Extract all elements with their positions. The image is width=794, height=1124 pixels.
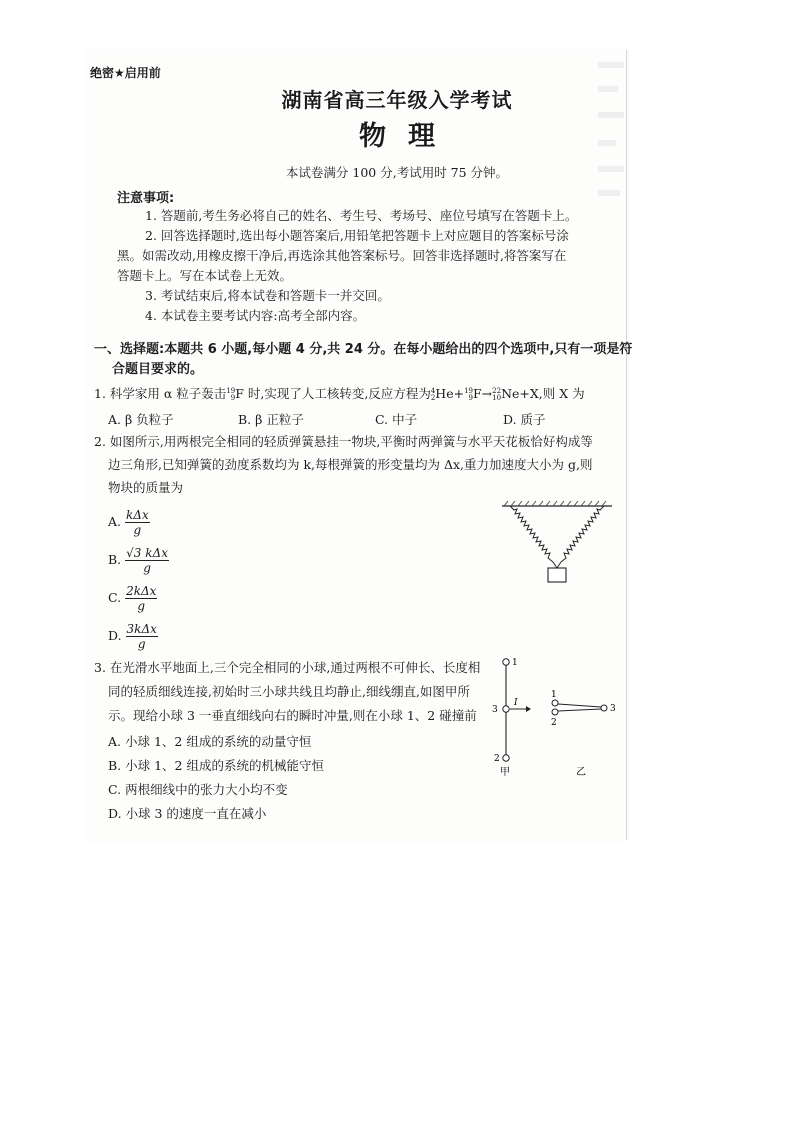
fraction-denominator: g [133,523,142,537]
spring-figure [498,498,618,590]
note-line: 3. 考试结束后,将本试卷和答题卡一并交回。 [145,288,390,303]
option-label: C. [108,590,122,605]
nuclide-charge: 9 [230,393,236,402]
fraction [126,622,158,651]
option-label: B. [108,552,122,567]
jia-ball-1 [503,659,509,665]
fraction-denominator: g [137,637,146,651]
label-yi: 乙 [576,767,586,778]
q1-option-c: C. 中子 [375,412,418,427]
fraction-numerator: 3kΔx [126,622,157,636]
block [548,568,566,582]
nuclide-mass: 22 [492,386,502,395]
label-ball-3: 3 [492,705,498,715]
fraction [125,508,150,537]
label-ball-2: 2 [494,754,500,764]
bleed-mark [598,190,620,196]
section-heading-line1: 一、选择题:本题共 6 小题,每小题 4 分,共 24 分。在每小题给出的四个选项中,只有一项是符 [94,342,633,357]
exam-title: 湖南省高三年级入学考试 [281,88,513,112]
q1-option-a: A. β 负粒子 [108,412,174,427]
jia-ball-3 [503,706,509,712]
fraction [125,584,157,613]
fraction-numerator: 2kΔx [126,584,157,598]
subject-title: 物理 [359,121,457,152]
score-time-line: 本试卷满分 100 分,考试用时 75 分钟。 [285,165,509,180]
q1-option-d: D. 质子 [503,412,546,427]
label-jia: 甲 [500,767,510,778]
q2-option-b [108,546,169,575]
label-yi-ball-1: 1 [551,690,557,700]
q3-option-b: B. 小球 1、2 组成的系统的机械能守恒 [108,758,324,773]
jia-ball-2 [503,755,509,761]
q2-option-c [108,584,157,613]
q3-stem-line2: 同的轻质细线连接,初始时三小球共线且均静止,细线绷直,如图甲所 [108,684,470,699]
q1-text-a: 1. 科学家用 α 粒子轰击 [94,386,227,401]
q3-option-c: C. 两根细线中的张力大小均不变 [108,782,288,797]
nuclide-charge: 10 [492,393,502,402]
impulse-arrowhead [526,706,531,712]
note-line: 答题卡上。写在本试卷上无效。 [117,268,293,283]
label-yi-ball-2: 2 [551,718,557,728]
left-spring [510,506,553,562]
note-line: 黑。如需改动,用橡皮擦干净后,再选涂其他答案标号。回答非选择题时,将答案写在 [117,248,567,263]
bleed-mark [598,62,624,68]
nuclide-charge: 9 [468,393,473,402]
balls-figure [488,654,623,779]
question-1-stem [94,384,585,404]
nuclide-mass: 4 [430,386,436,395]
q3-option-a: A. 小球 1、2 组成的系统的动量守恒 [108,734,312,749]
note-line: 1. 答题前,考生务必将自己的姓名、考生号、考场号、座位号填写在答题卡上。 [145,208,578,223]
note-line: 2. 回答选择题时,选出每小题答案后,用铅笔把答题卡上对应题目的答案标号涂 [145,228,569,243]
fraction-denominator: g [137,599,146,613]
notes-heading: 注意事项: [117,191,175,206]
yi-ball-1 [552,700,558,706]
yi-ball-2 [552,709,558,715]
fraction-numerator: √3 kΔx [126,546,168,560]
note-line: 4. 本试卷主要考试内容:高考全部内容。 [145,308,366,323]
yi-string-bottom [558,709,601,711]
right-spring [561,506,604,562]
section-heading-line2: 合题目要求的。 [112,362,204,377]
q1-text-b: F 时,实现了人工核转变,反应方程为 [235,386,431,401]
option-label: A. [108,514,122,529]
q3-stem-line3: 示。现给小球 3 一垂直细线向右的瞬时冲量,则在小球 1、2 碰撞前 [108,708,477,723]
yi-ball-3 [601,705,607,711]
q2-option-d [108,622,158,651]
q1-fluorine: F→ [473,386,493,401]
right-wire [557,562,561,568]
q3-option-d: D. 小球 3 的速度一直在减小 [108,806,267,821]
q1-option-b: B. β 正粒子 [238,412,304,427]
nuclide-charge: 2 [430,393,436,402]
fraction-denominator: g [143,561,151,575]
q2-option-a [108,508,150,537]
nuclide-mass: 19 [464,386,473,395]
ceiling-hatching [504,501,606,506]
nuclide-mass: 19 [226,386,236,395]
label-yi-ball-3: 3 [610,704,616,714]
left-wire [553,562,557,568]
option-label: D. [108,628,122,643]
label-impulse: I [514,698,518,708]
q1-text-c: Ne+X,则 X 为 [501,386,585,401]
q3-stem-line1: 3. 在光滑水平地面上,三个完全相同的小球,通过两根不可伸长、长度相 [94,660,481,675]
yi-string-top [558,704,601,707]
q2-stem-line1: 2. 如图所示,用两根完全相同的轻质弹簧悬挂一物块,平衡时两弹簧与水平天花板恰好构成等 [94,434,593,449]
fraction [125,546,169,575]
label-ball-1: 1 [512,658,518,668]
q1-helium: He+ [435,386,465,401]
q2-stem-line3: 物块的质量为 [108,480,184,495]
q2-stem-line2: 边三角形,已知弹簧的劲度系数均为 k,每根弹簧的形变量均为 Δx,重力加速度大小为 g,则 [108,457,593,472]
fraction-numerator: kΔx [126,508,149,522]
confidential-label: 绝密★启用前 [90,66,161,80]
